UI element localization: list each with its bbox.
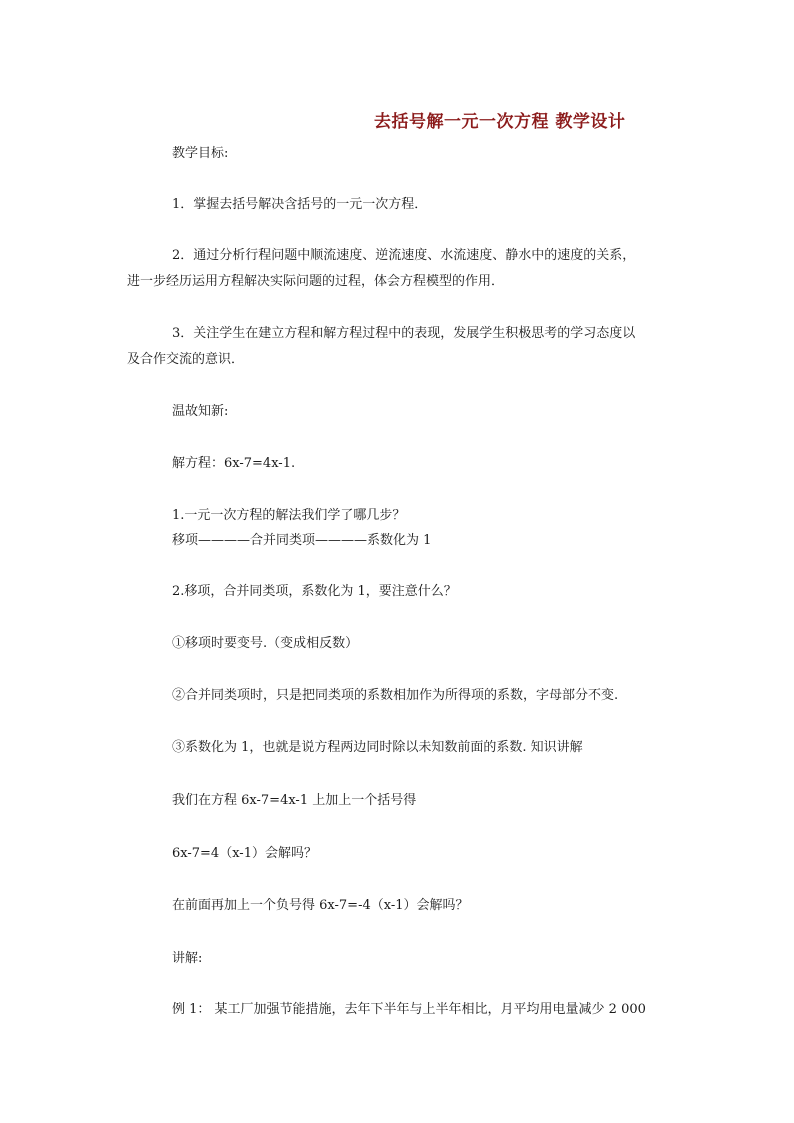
paragraph-note-1: ①移项时要变号.（变成相反数） <box>172 636 359 651</box>
paragraph-question-2: 2.移项，合并同类项，系数化为 1，要注意什么？ <box>172 584 457 599</box>
paragraph-explanation-heading: 讲解: <box>172 951 203 966</box>
paragraph-question-1: 1.一元一次方程的解法我们学了哪几步？ <box>172 508 406 523</box>
paragraph-note-3: ③系数化为 1，也就是说方程两边同时除以未知数前面的系数. 知识讲解 <box>172 740 583 755</box>
page-title: 去括号解一元一次方程 教学设计 <box>374 112 626 132</box>
paragraph-solve-equation: 解方程：6x-7=4x-1. <box>172 456 296 471</box>
paragraph-example-1: 例 1： 某工厂加强节能措施，去年下半年与上半年相比，月平均用电量减少 2 000 <box>172 1002 646 1017</box>
paragraph-bracket-equation: 6x-7=4（x-1）会解吗？ <box>172 846 317 861</box>
paragraph-add-bracket: 我们在方程 6x-7=4x-1 上加上一个括号得 <box>172 793 417 808</box>
paragraph-goal-2-line-1: 2．通过分析行程问题中顺流速度、逆流速度、水流速度、静水中的速度的关系， <box>172 248 636 263</box>
paragraph-goal-1: 1．掌握去括号解决含括号的一元一次方程． <box>172 197 428 212</box>
paragraph-review-heading: 温故知新: <box>172 404 229 419</box>
paragraph-teaching-goals-heading: 教学目标: <box>172 146 229 161</box>
paragraph-negative-bracket: 在前面再加上一个负号得 6x-7=-4（x-1）会解吗？ <box>172 898 469 913</box>
paragraph-goal-3-line-2: 及合作交流的意识． <box>127 352 245 367</box>
paragraph-steps: 移项————合并同类项————系数化为 1 <box>172 533 432 548</box>
paragraph-goal-2-line-2: 进一步经历运用方程解决实际问题的过程，体会方程模型的作用． <box>127 274 505 289</box>
paragraph-goal-3-line-1: 3．关注学生在建立方程和解方程过程中的表现，发展学生积极思考的学习态度以 <box>172 326 636 341</box>
paragraph-note-2: ②合并同类项时，只是把同类项的系数相加作为所得项的系数，字母部分不变. <box>172 688 619 703</box>
